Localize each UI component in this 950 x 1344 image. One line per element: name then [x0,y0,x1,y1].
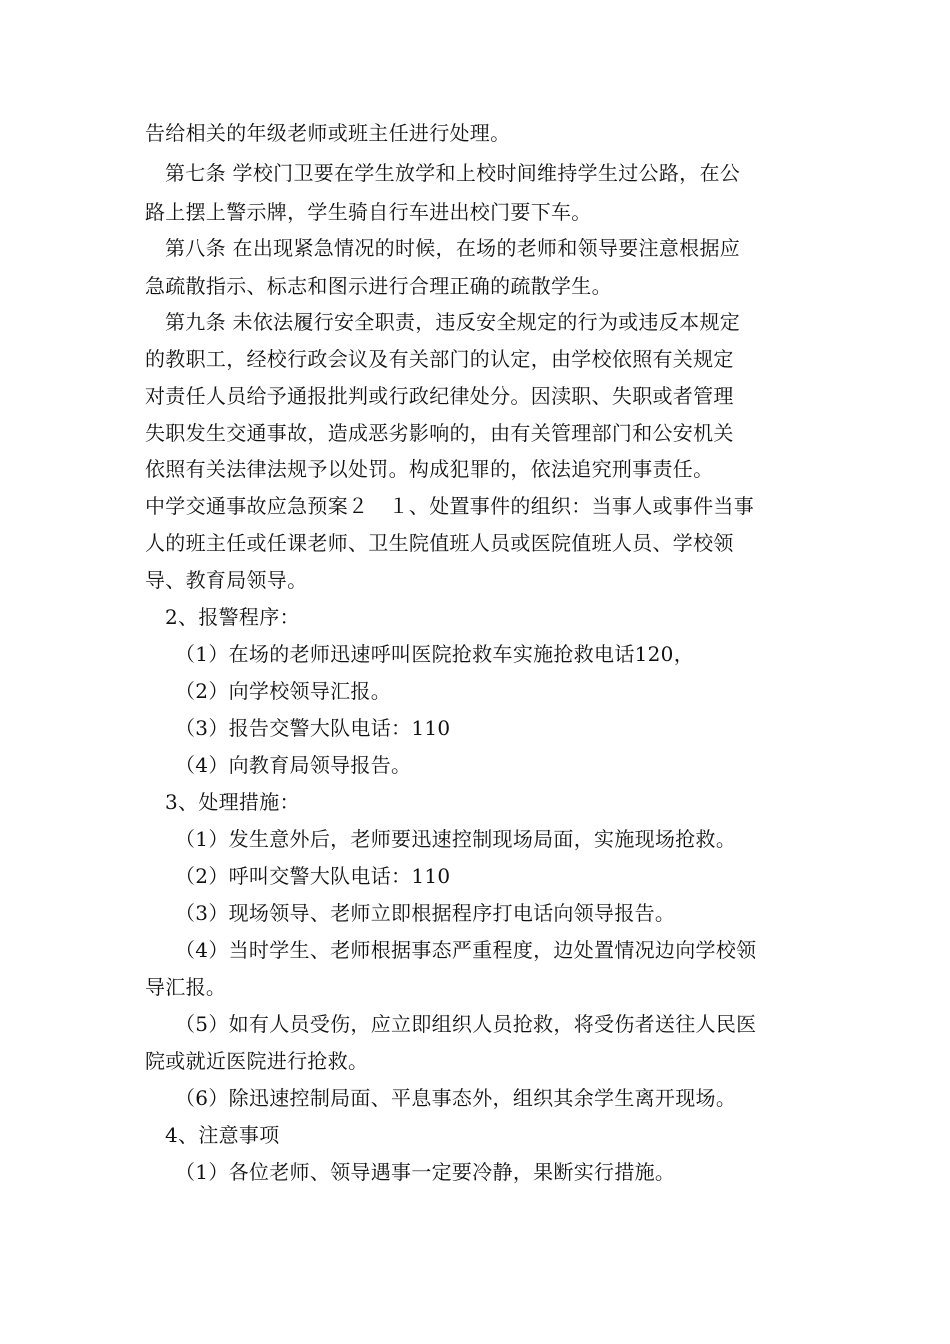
list-item: （3）现场领导、老师立即根据程序打电话向领导报告。 [175,901,676,925]
list-item: （4）向教育局领导报告。 [175,753,412,777]
list-item: （1）各位老师、领导遇事一定要冷静，果断实行措施。 [175,1160,676,1184]
list-item: （2）向学校领导汇报。 [175,679,392,703]
text-line: 告给相关的年级老师或班主任进行处理。 [145,121,511,145]
article-7-line: 第七条 学校门卫要在学生放学和上校时间维持学生过公路，在公 [165,161,741,185]
text-line: 急疏散指示、标志和图示进行合理正确的疏散学生。 [145,274,612,298]
plan-heading-line: 中学交通事故应急预案２ １、处置事件的组织：当事人或事件当事 [145,494,754,518]
section-heading: 4、注意事项 [165,1123,280,1147]
text-line: 依照有关法律法规予以处罚。构成犯罪的，依法追究刑事责任。 [145,457,714,481]
text-line: 失职发生交通事故，造成恶劣影响的，由有关管理部门和公安机关 [145,421,734,445]
list-item: （3）报告交警大队电话：110 [175,716,451,740]
article-8-line: 第八条 在出现紧急情况的时候，在场的老师和领导要注意根据应 [165,236,741,260]
text-line: 对责任人员给予通报批判或行政纪律处分。因渎职、失职或者管理 [145,384,734,408]
list-item: （6）除迅速控制局面、平息事态外，组织其余学生离开现场。 [175,1086,737,1110]
section-heading: 2、报警程序： [165,605,300,629]
text-line: 的教职工，经校行政会议及有关部门的认定，由学校依照有关规定 [145,347,734,371]
list-item: （5）如有人员受伤，应立即组织人员抢救，将受伤者送往人民医 [175,1012,757,1036]
section-heading: 3、处理措施： [165,790,300,814]
text-line: 院或就近医院进行抢救。 [145,1049,369,1073]
text-line: 人的班主任或任课老师、卫生院值班人员或医院值班人员、学校领 [145,531,734,555]
text-line: 导、教育局领导。 [145,568,308,592]
list-item: （4）当时学生、老师根据事态严重程度，边处置情况边向学校领 [175,938,757,962]
text-line: 路上摆上警示牌，学生骑自行车进出校门要下车。 [145,200,592,224]
text-line: 导汇报。 [145,975,227,999]
list-item: （1）发生意外后，老师要迅速控制现场局面，实施现场抢救。 [175,827,737,851]
list-item: （2）呼叫交警大队电话：110 [175,864,451,888]
article-9-line: 第九条 未依法履行安全职责，违反安全规定的行为或违反本规定 [165,310,741,334]
list-item: （1）在场的老师迅速呼叫医院抢救车实施抢救电话120， [175,642,694,666]
